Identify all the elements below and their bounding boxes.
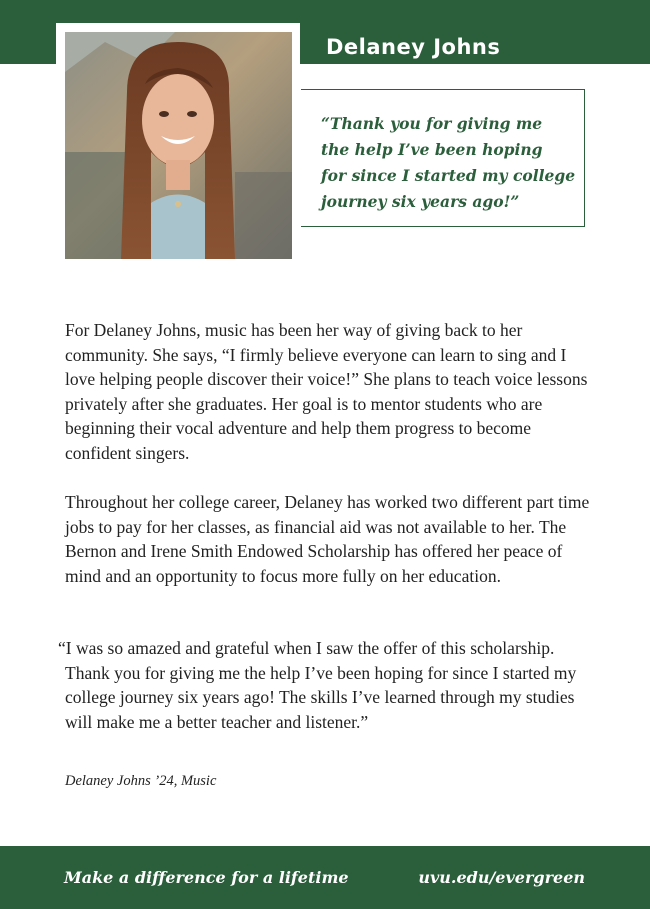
pull-quote-line: journey six years ago!” bbox=[321, 192, 520, 211]
footer-url[interactable]: uvu.edu/evergreen bbox=[418, 868, 585, 887]
pull-quote-line: “Thank you for giving me bbox=[321, 114, 543, 133]
profile-name: Delaney Johns bbox=[326, 35, 501, 59]
portrait-photo bbox=[65, 32, 292, 259]
pull-quote-line: the help I’ve been hoping bbox=[321, 140, 543, 159]
body-paragraph-1: For Delaney Johns, music has been her way of giving back to her community. She says, “I firmly believe everyone can learn to sing and I love helping people discover their voice!” She plans to teach voice lessons privately after she graduates. Her goal is to mentor students who are beginning their vocal adventure and help them progress to become confident singers. bbox=[65, 320, 588, 463]
body-paragraph-2: Throughout her college career, Delaney has worked two different part time jobs to pay for her classes, as financial aid was not available to her. The Bernon and Irene Smith Endowed Scholarship has offered her peace of mind and an opportunity to focus more fully on her education. bbox=[65, 492, 590, 586]
pull-quote-line: for since I started my college bbox=[321, 166, 576, 185]
footer-tagline: Make a difference for a lifetime bbox=[64, 868, 349, 887]
testimonial-quote: “I was so amazed and grateful when I saw the offer of this scholarship. Thank you for giving me the help I’ve been hoping for since I started my college journey six years ago! The skills I’ve learned through my studies will make me a better teacher and listener.” bbox=[58, 638, 577, 732]
pull-quote bbox=[321, 111, 583, 215]
quote-attribution: Delaney Johns ’24, Music bbox=[65, 773, 217, 789]
